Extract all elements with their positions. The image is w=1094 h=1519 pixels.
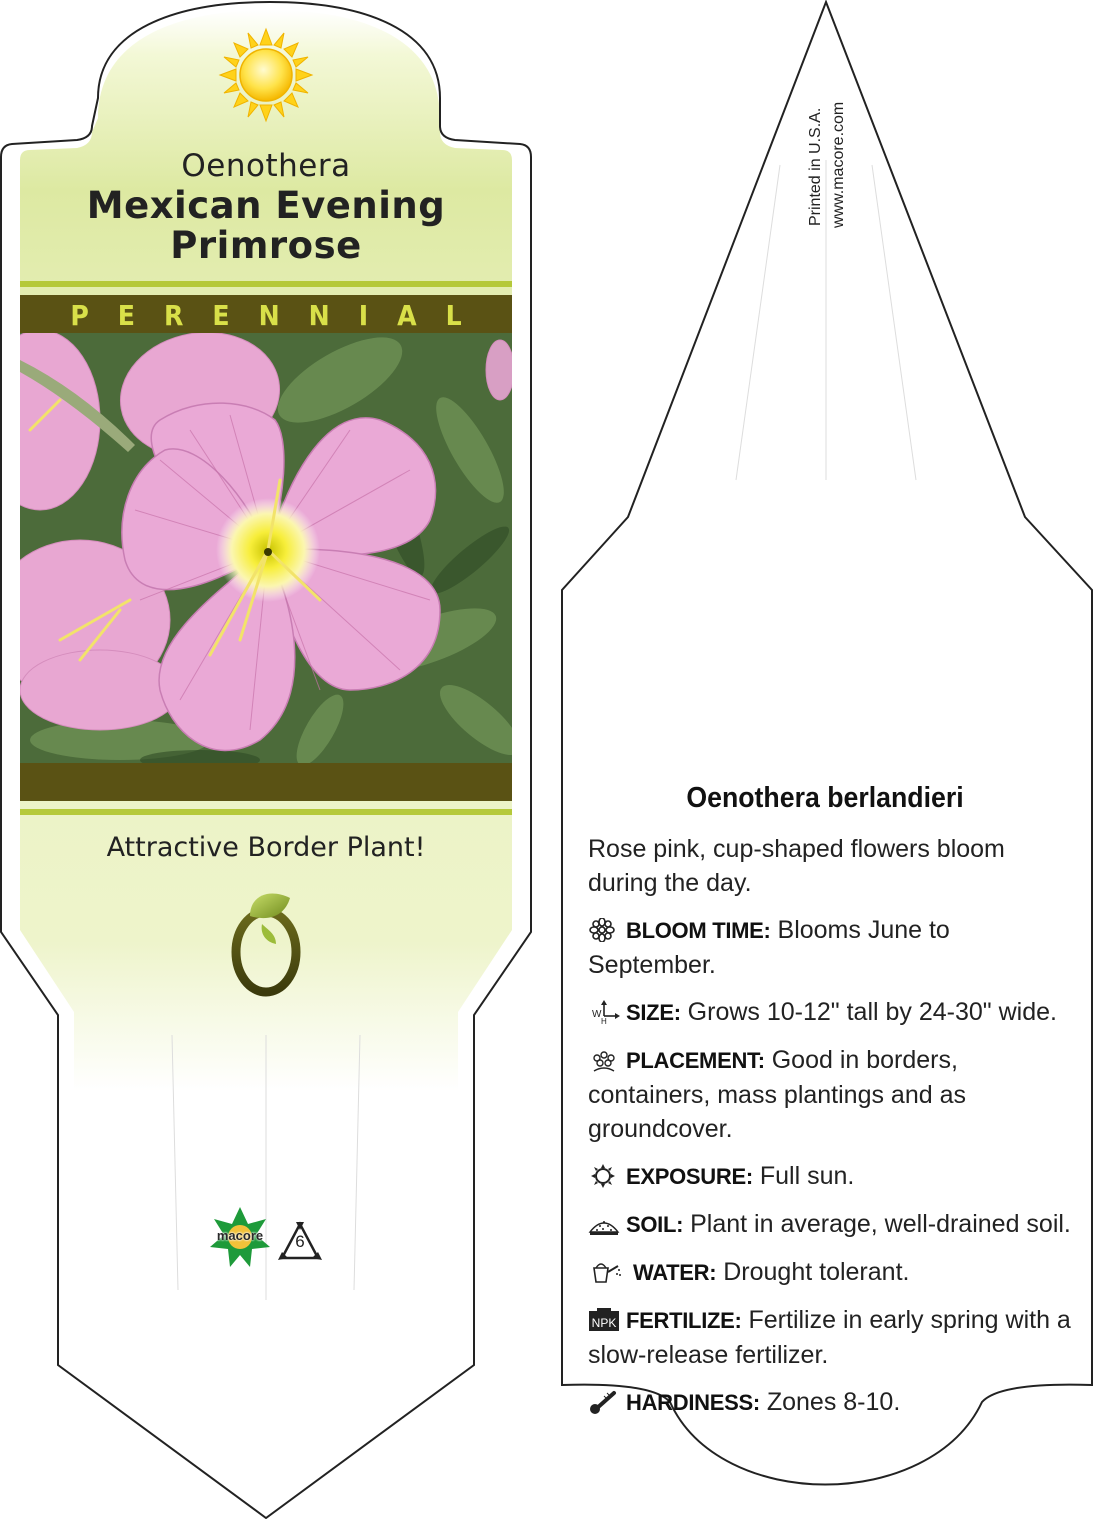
size-label: SIZE: (626, 1000, 681, 1025)
recycle-number: 6 (295, 1232, 305, 1251)
full-sun-icon (220, 29, 312, 121)
soil-label: SOIL: (626, 1212, 684, 1237)
photo-bottom-band (20, 763, 512, 801)
rule-top (20, 281, 512, 287)
scientific-name: Oenothera berlandieri (686, 782, 964, 814)
water-label: WATER: (632, 1260, 717, 1285)
soil-icon (588, 1212, 622, 1236)
plant-type-label: PERENNIAL (70, 299, 491, 332)
placement-icon (588, 1048, 622, 1072)
detail-fertilize (588, 1303, 1078, 1372)
common-name (20, 186, 512, 266)
fertilize-icon-text: NPK (591, 1316, 617, 1330)
exposure-icon (588, 1164, 622, 1188)
brand-name: macore (216, 1228, 264, 1243)
hardiness-text: Zones 8-10. (759, 1388, 901, 1416)
size-icon-w: W (592, 1009, 602, 1020)
size-icon (588, 1000, 622, 1024)
exposure-text: Full sun. (752, 1162, 855, 1190)
detail-soil (588, 1207, 1078, 1242)
flower-photo (0, 320, 530, 772)
detail-bloom-time (588, 913, 1078, 982)
detail-placement (588, 1043, 1078, 1146)
size-text: Grows 10-12" tall by 24-30" wide. (680, 998, 1057, 1026)
placement-text: Good in borders, containers, mass plantings and as groundcover. (588, 1046, 966, 1143)
website-label: www.macore.com (830, 101, 847, 228)
hardiness-label: HARDINESS: (626, 1390, 760, 1415)
bloom-time-text: Blooms June to September. (588, 916, 950, 979)
water-text: Drought tolerant. (716, 1258, 910, 1286)
fertilize-icon (588, 1308, 622, 1332)
size-icon-h: H (601, 1017, 607, 1024)
detail-water (588, 1255, 1078, 1290)
detail-hardiness (588, 1385, 1078, 1420)
hardiness-icon (588, 1390, 622, 1414)
fertilize-text: Fertilize in early spring with a slow-release fertilizer. (588, 1306, 1071, 1369)
water-icon (588, 1260, 622, 1284)
printed-in-label: Printed in U.S.A. (807, 107, 824, 226)
bloom-time-icon (588, 918, 622, 942)
description: Rose pink, cup-shaped flowers bloom during the day. (588, 835, 1005, 897)
care-info (588, 832, 1078, 1433)
tagline: Attractive Border Plant! (106, 832, 426, 863)
common-name-line1: Mexican Evening (86, 184, 446, 227)
detail-exposure (588, 1159, 1078, 1194)
fertilize-label: FERTILIZE: (626, 1308, 742, 1333)
genus-name: Oenothera (181, 148, 351, 184)
placement-label: PLACEMENT: (626, 1048, 765, 1073)
soil-text: Plant in average, well-drained soil. (683, 1210, 1071, 1238)
common-name-line2: Primrose (170, 224, 362, 267)
exposure-label: EXPOSURE: (626, 1164, 753, 1189)
rule-bottom (20, 809, 512, 815)
detail-size (588, 995, 1078, 1030)
bloom-time-label: BLOOM TIME: (626, 918, 771, 943)
